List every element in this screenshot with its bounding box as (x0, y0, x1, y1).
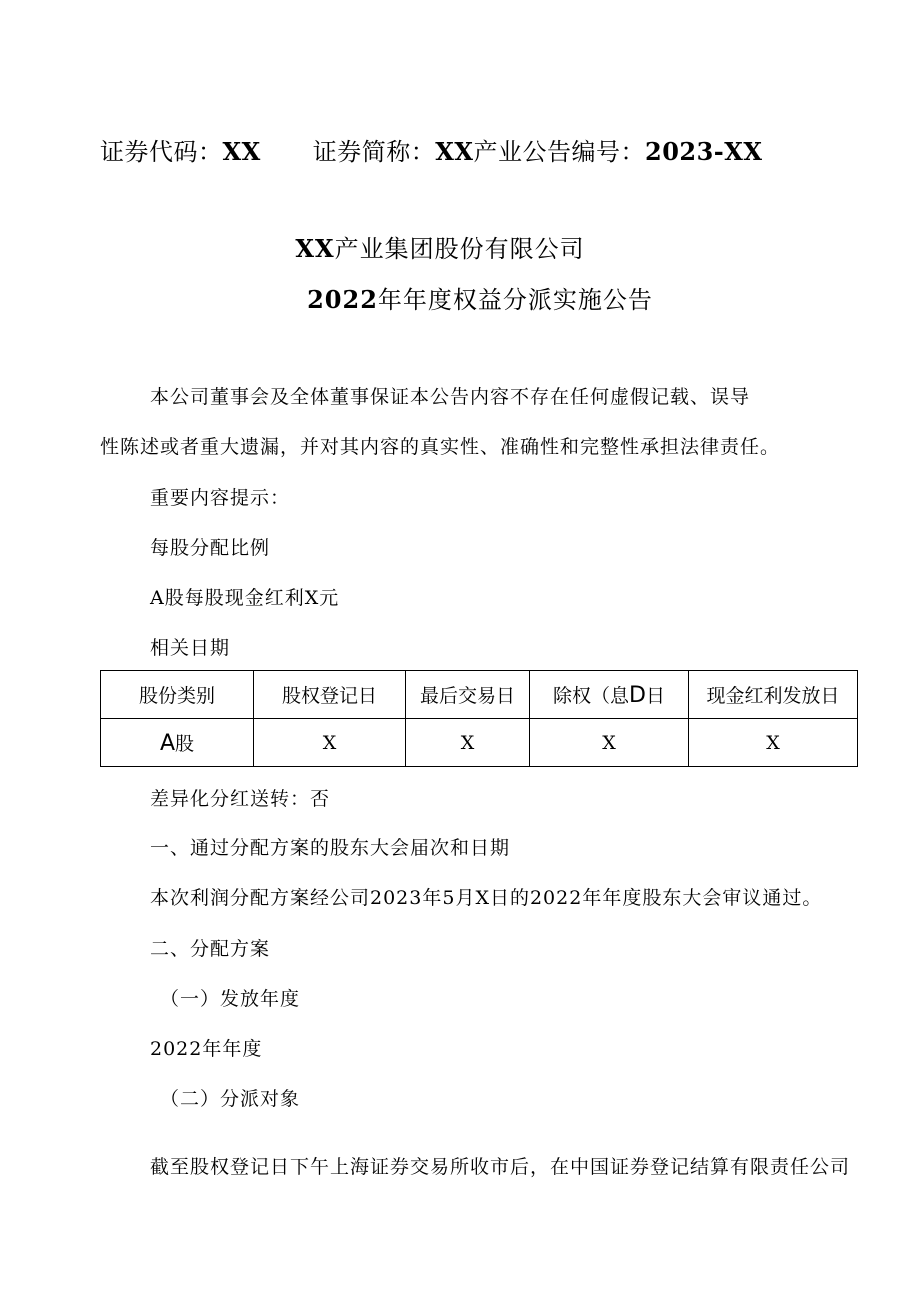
security-code-value: XX (222, 137, 261, 166)
security-short-name-suffix: 产业 (473, 138, 523, 166)
cell-last-trading-date: X (406, 719, 530, 767)
section-1-heading: 一、通过分配方案的股东大会届次和日期 (150, 837, 511, 859)
table-header-row (101, 671, 858, 719)
security-code-label: 证券代码： (100, 138, 223, 166)
subsection-1-text: 2022年年度 (150, 1038, 263, 1060)
announcement-header (100, 132, 763, 167)
announcement-number-label: 公告编号： (522, 138, 645, 166)
header-share-class: 股份类别 (101, 671, 254, 719)
ratio-text: A股每股现金红利X元 (150, 587, 340, 609)
subsection-1-heading: （一）发放年度 (160, 988, 301, 1010)
notice-title (20, 280, 920, 315)
cell-payment-date: X (689, 719, 858, 767)
header-ex-dividend-date: 除权（息D日 (530, 671, 689, 719)
statement-line-1: 本公司董事会及全体董事保证本公告内容不存在任何虚假记载、误导 (150, 386, 751, 408)
section-2-heading: 二、分配方案 (150, 938, 271, 960)
notice-title-rest: 年年度权益分派实施公告 (377, 286, 653, 314)
cell-record-date: X (254, 719, 406, 767)
differential-distribution: 差异化分红送转：否 (150, 788, 331, 810)
company-title (0, 229, 900, 264)
related-dates-table (100, 670, 858, 767)
notice-title-year: 2022 (307, 285, 378, 314)
highlights-heading: 重要内容提示： (150, 487, 291, 509)
cell-share-class: A股 (101, 719, 254, 767)
table-row (101, 719, 858, 767)
cell-ex-dividend-date: X (530, 719, 689, 767)
security-short-name-label: 证券简称： (312, 138, 436, 166)
ratio-heading: 每股分配比例 (150, 537, 271, 559)
subsection-2-text: 截至股权登记日下午上海证券交易所收市后，在中国证券登记结算有限责任公司 (150, 1156, 851, 1178)
section-1-text: 本次利润分配方案经公司2023年5月X日的2022年年度股东大会审议通过。 (150, 887, 823, 909)
dates-heading: 相关日期 (150, 637, 231, 659)
header-last-trading-date: 最后交易日 (406, 671, 530, 719)
company-title-rest: 产业集团股份有限公司 (334, 235, 585, 263)
announcement-number-value: 2023-XX (645, 137, 763, 166)
subsection-2-heading: （二）分派对象 (160, 1088, 301, 1110)
security-short-name-value: XX (435, 137, 474, 166)
company-title-prefix: XX (295, 234, 335, 263)
header-record-date: 股权登记日 (254, 671, 406, 719)
statement-line-2: 性陈述或者重大遗漏，并对其内容的真实性、准确性和完整性承担法律责任。 (100, 436, 781, 458)
header-payment-date: 现金红利发放日 (689, 671, 858, 719)
